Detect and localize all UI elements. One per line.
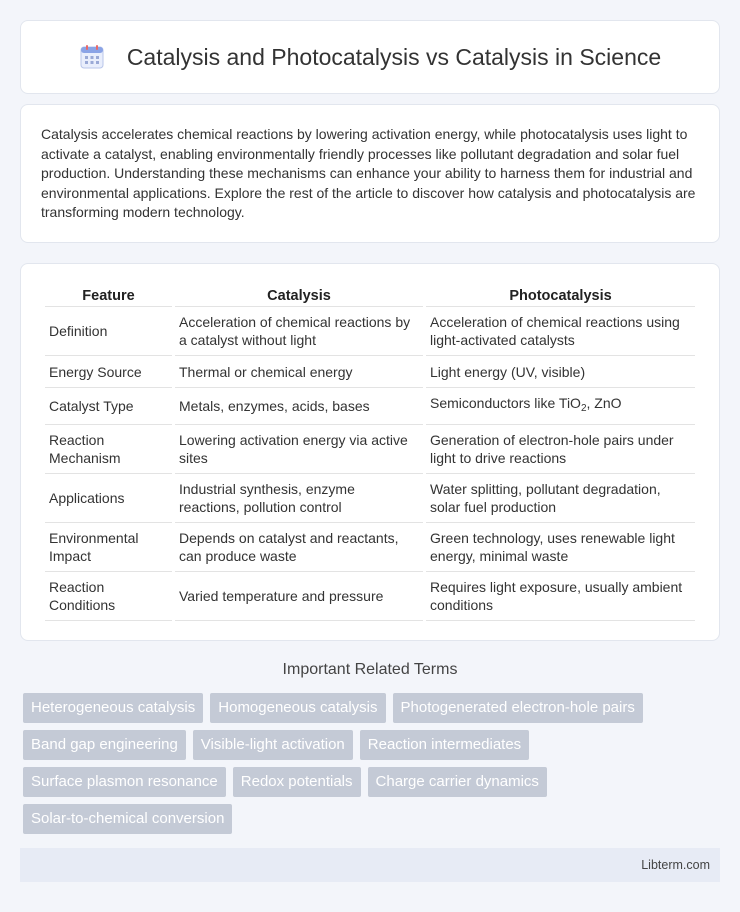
catalysis-cell: Depends on catalyst and reactants, can produce waste (175, 523, 423, 572)
footer (20, 848, 720, 882)
feature-cell: Environmental Impact (45, 523, 172, 572)
related-term-tag[interactable]: Heterogeneous catalysis (23, 693, 203, 723)
table-row (45, 572, 695, 621)
catalysis-cell: Lowering activation energy via active sites (175, 425, 423, 474)
feature-cell: Energy Source (45, 356, 172, 388)
catalysis-cell: Acceleration of chemical reactions by a catalyst without light (175, 307, 423, 356)
feature-cell: Reaction Conditions (45, 572, 172, 621)
related-terms-heading: Important Related Terms (282, 661, 458, 678)
table-row (45, 388, 695, 425)
intro-card (20, 104, 720, 243)
photocatalysis-cell: Light energy (UV, visible) (426, 356, 695, 388)
comparison-table-card (20, 263, 720, 641)
photocatalysis-cell (426, 388, 695, 425)
related-term-tag[interactable]: Redox potentials (233, 767, 361, 797)
catalysis-cell: Industrial synthesis, enzyme reactions, pollution control (175, 474, 423, 523)
catalysis-cell: Thermal or chemical energy (175, 356, 423, 388)
photocatalysis-text-end: , ZnO (586, 395, 622, 411)
feature-cell: Reaction Mechanism (45, 425, 172, 474)
table-row (45, 356, 695, 388)
catalysis-cell: Metals, enzymes, acids, bases (175, 388, 423, 425)
comparison-table (42, 285, 698, 621)
subscript: 2 (580, 403, 587, 414)
footer-brand-link[interactable]: Libterm.com (641, 858, 710, 872)
related-term-tag[interactable]: Reaction intermediates (360, 730, 529, 760)
column-header-feature: Feature (45, 285, 172, 307)
related-term-tag[interactable]: Solar-to-chemical conversion (23, 804, 232, 834)
related-term-tag[interactable]: Charge carrier dynamics (368, 767, 547, 797)
calendar-grid-icon (79, 44, 105, 70)
photocatalysis-cell: Green technology, uses renewable light energy, minimal waste (426, 523, 695, 572)
related-term-tag[interactable]: Band gap engineering (23, 730, 186, 760)
photocatalysis-cell: Requires light exposure, usually ambient conditions (426, 572, 695, 621)
photocatalysis-cell: Acceleration of chemical reactions using light-activated catalysts (426, 307, 695, 356)
intro-paragraph: Catalysis accelerates chemical reactions by lowering activation energy, while photocatalysis uses light to activate a catalyst, enabling environmentally friendly processes like pollutant degradation and solar fuel production. Understanding these mechanisms can enhance your ability to harness them for industrial and environmental applications. Explore the rest of the article to discover how catalysis and photocatalysis are transforming modern technology. (41, 126, 696, 220)
related-term-tag[interactable]: Photogenerated electron-hole pairs (393, 693, 643, 723)
photocatalysis-cell: Water splitting, pollutant degradation, solar fuel production (426, 474, 695, 523)
table-header-row (45, 285, 695, 307)
table-row (45, 523, 695, 572)
title-card (20, 20, 720, 94)
table-row (45, 307, 695, 356)
feature-cell: Catalyst Type (45, 388, 172, 425)
column-header-catalysis: Catalysis (175, 285, 423, 307)
related-term-tag[interactable]: Visible-light activation (193, 730, 353, 760)
feature-cell: Applications (45, 474, 172, 523)
table-row (45, 425, 695, 474)
related-terms-list (23, 693, 723, 841)
photocatalysis-cell: Generation of electron-hole pairs under light to drive reactions (426, 425, 695, 474)
photocatalysis-text: Semiconductors like TiO (430, 395, 581, 411)
catalysis-cell: Varied temperature and pressure (175, 572, 423, 621)
related-term-tag[interactable]: Homogeneous catalysis (210, 693, 385, 723)
table-row (45, 474, 695, 523)
related-term-tag[interactable]: Surface plasmon resonance (23, 767, 226, 797)
feature-cell: Definition (45, 307, 172, 356)
page-title: Catalysis and Photocatalysis vs Catalysis in Science (126, 43, 662, 70)
column-header-photocatalysis: Photocatalysis (426, 285, 695, 307)
